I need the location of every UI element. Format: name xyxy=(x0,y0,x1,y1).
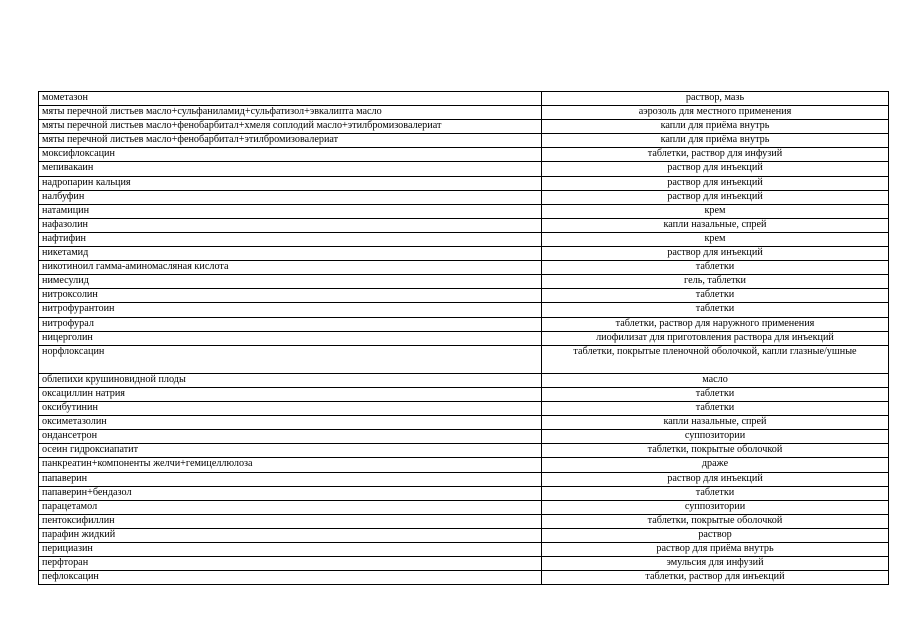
drug-name-cell: никотиноил гамма-аминомасляная кислота xyxy=(39,261,542,275)
drug-name-cell: мепивакаин xyxy=(39,162,542,176)
table-row xyxy=(39,402,889,416)
drug-name-cell: облепихи крушиновидной плоды xyxy=(39,373,542,387)
drug-name-cell: папаверин+бендазол xyxy=(39,486,542,500)
dosage-form-cell: суппозитории xyxy=(542,500,889,514)
drug-name-cell: нимесулид xyxy=(39,275,542,289)
table-row xyxy=(39,543,889,557)
drug-name-cell: оксиметазолин xyxy=(39,416,542,430)
table-row xyxy=(39,514,889,528)
drug-name-cell: пефлоксацин xyxy=(39,571,542,585)
table-row xyxy=(39,247,889,261)
dosage-form-cell: таблетки, раствор для инфузий xyxy=(542,148,889,162)
table-row xyxy=(39,472,889,486)
drug-name-cell: пентоксифиллин xyxy=(39,514,542,528)
dosage-form-cell: таблетки, покрытые оболочкой xyxy=(542,444,889,458)
table-row xyxy=(39,289,889,303)
dosage-form-cell: капли назальные, спрей xyxy=(542,218,889,232)
drug-name-cell: перициазин xyxy=(39,543,542,557)
dosage-form-cell: капли для приёма внутрь xyxy=(542,120,889,134)
table-row xyxy=(39,444,889,458)
dosage-form-cell: раствор для инъекций xyxy=(542,162,889,176)
drug-name-cell: оксибутинин xyxy=(39,402,542,416)
dosage-form-cell: раствор для приёма внутрь xyxy=(542,543,889,557)
dosage-form-cell: таблетки xyxy=(542,402,889,416)
table-row xyxy=(39,162,889,176)
dosage-form-cell: капли для приёма внутрь xyxy=(542,134,889,148)
dosage-form-cell: таблетки xyxy=(542,486,889,500)
dosage-form-cell: эмульсия для инфузий xyxy=(542,557,889,571)
table-row xyxy=(39,458,889,472)
dosage-form-cell: таблетки xyxy=(542,289,889,303)
dosage-form-cell: раствор для инъекций xyxy=(542,176,889,190)
drug-table-body xyxy=(39,92,889,585)
table-row xyxy=(39,148,889,162)
dosage-form-cell: таблетки, раствор для инъекций xyxy=(542,571,889,585)
table-row xyxy=(39,204,889,218)
drug-name-cell: налбуфин xyxy=(39,190,542,204)
table-row xyxy=(39,373,889,387)
drug-name-cell: ницерголин xyxy=(39,331,542,345)
dosage-form-cell: раствор для инъекций xyxy=(542,472,889,486)
dosage-form-cell: раствор xyxy=(542,528,889,542)
dosage-form-cell: таблетки, раствор для наружного применения xyxy=(542,317,889,331)
drug-name-cell: никетамид xyxy=(39,247,542,261)
table-row xyxy=(39,218,889,232)
drug-name-cell: ондансетрон xyxy=(39,430,542,444)
table-row xyxy=(39,500,889,514)
drug-name-cell: мяты перечной листьев масло+сульфаниламид+сульфатизол+эвкалипта масло xyxy=(39,106,542,120)
dosage-form-cell: крем xyxy=(542,204,889,218)
drug-name-cell: панкреатин+компоненты желчи+гемицеллюлоза xyxy=(39,458,542,472)
dosage-form-cell: таблетки, покрытые пленочной оболочкой, капли глазные/ушные xyxy=(542,345,889,373)
table-row xyxy=(39,317,889,331)
dosage-form-cell: таблетки, покрытые оболочкой xyxy=(542,514,889,528)
drug-name-cell: осеин гидроксиапатит xyxy=(39,444,542,458)
table-row xyxy=(39,416,889,430)
drug-name-cell: нитрофурантоин xyxy=(39,303,542,317)
table-row xyxy=(39,106,889,120)
drug-name-cell: нитрофурал xyxy=(39,317,542,331)
dosage-form-cell: драже xyxy=(542,458,889,472)
drug-name-cell: натамицин xyxy=(39,204,542,218)
table-row xyxy=(39,261,889,275)
table-row xyxy=(39,387,889,401)
drug-name-cell: мяты перечной листьев масло+фенобарбитал+этилбромизовалериат xyxy=(39,134,542,148)
drug-name-cell: перфторан xyxy=(39,557,542,571)
table-row xyxy=(39,557,889,571)
drug-name-cell: надропарин кальция xyxy=(39,176,542,190)
table-row xyxy=(39,232,889,246)
dosage-form-cell: таблетки xyxy=(542,303,889,317)
table-row xyxy=(39,120,889,134)
table-row xyxy=(39,134,889,148)
drug-name-cell: папаверин xyxy=(39,472,542,486)
table-row xyxy=(39,275,889,289)
dosage-form-cell: капли назальные, спрей xyxy=(542,416,889,430)
dosage-form-cell: раствор для инъекций xyxy=(542,190,889,204)
table-row xyxy=(39,571,889,585)
table-row xyxy=(39,176,889,190)
dosage-form-cell: таблетки xyxy=(542,261,889,275)
drug-name-cell: моксифлоксацин xyxy=(39,148,542,162)
dosage-form-cell: лиофилизат для приготовления раствора для инъекций xyxy=(542,331,889,345)
table-row xyxy=(39,92,889,106)
table-row xyxy=(39,486,889,500)
drug-table xyxy=(38,91,889,585)
drug-name-cell: парафин жидкий xyxy=(39,528,542,542)
table-row xyxy=(39,430,889,444)
dosage-form-cell: масло xyxy=(542,373,889,387)
dosage-form-cell: аэрозоль для местного применения xyxy=(542,106,889,120)
dosage-form-cell: суппозитории xyxy=(542,430,889,444)
drug-name-cell: нафтифин xyxy=(39,232,542,246)
dosage-form-cell: раствор, мазь xyxy=(542,92,889,106)
drug-name-cell: мометазон xyxy=(39,92,542,106)
drug-name-cell: нитроксолин xyxy=(39,289,542,303)
table-row xyxy=(39,331,889,345)
drug-name-cell: парацетамол xyxy=(39,500,542,514)
drug-name-cell: норфлоксацин xyxy=(39,345,542,373)
table-row xyxy=(39,190,889,204)
drug-name-cell: мяты перечной листьев масло+фенобарбитал+хмеля соплодий масло+этилбромизовалериат xyxy=(39,120,542,134)
dosage-form-cell: гель, таблетки xyxy=(542,275,889,289)
dosage-form-cell: крем xyxy=(542,232,889,246)
table-row xyxy=(39,345,889,373)
table-row xyxy=(39,528,889,542)
dosage-form-cell: таблетки xyxy=(542,387,889,401)
drug-name-cell: оксациллин натрия xyxy=(39,387,542,401)
table-row xyxy=(39,303,889,317)
dosage-form-cell: раствор для инъекций xyxy=(542,247,889,261)
drug-name-cell: нафазолин xyxy=(39,218,542,232)
